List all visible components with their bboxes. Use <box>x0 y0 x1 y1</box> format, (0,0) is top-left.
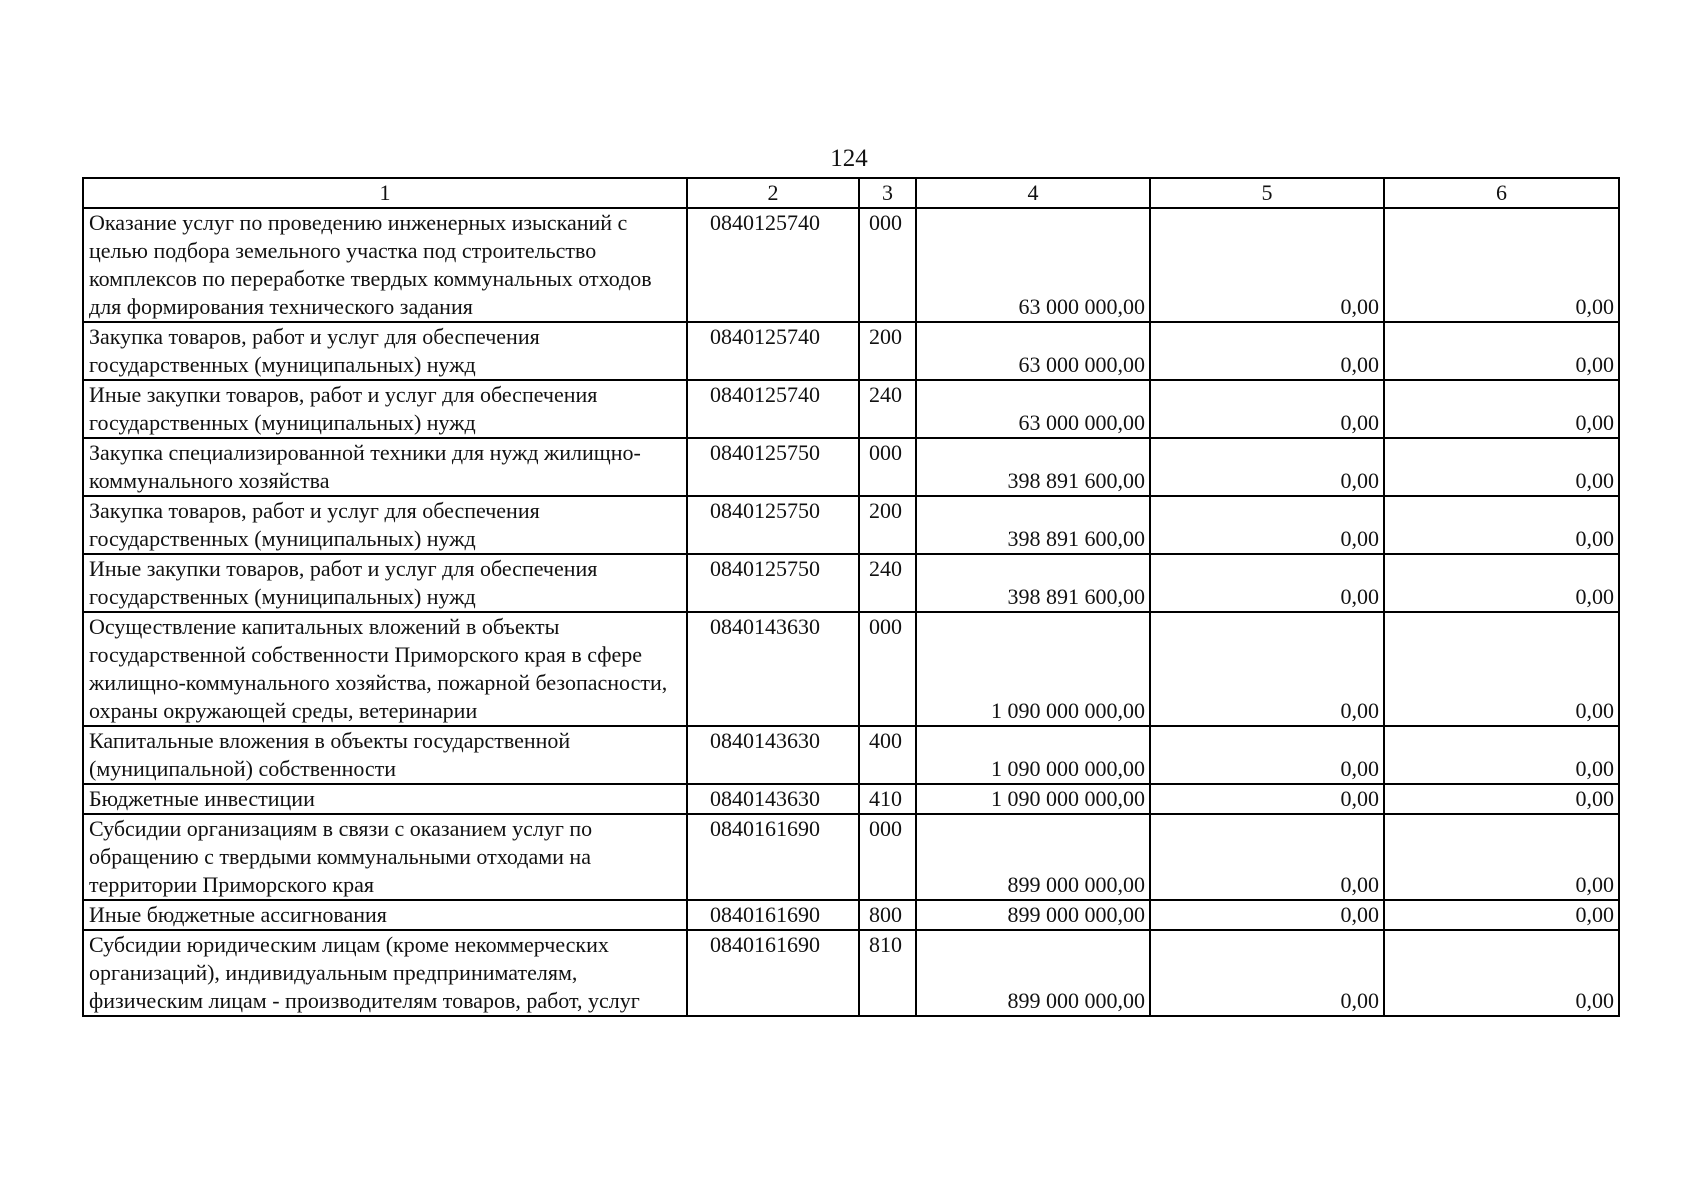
target-article-code-cell: 0840125750 <box>687 554 859 612</box>
page-number: 124 <box>830 145 868 172</box>
target-article-code-cell: 0840125740 <box>687 380 859 438</box>
table-row <box>83 554 1619 612</box>
expense-type-code-cell: 400 <box>859 726 916 784</box>
target-article-code-cell: 0840125740 <box>687 322 859 380</box>
amount-cell-col6: 0,00 <box>1384 208 1619 322</box>
target-article-code-cell: 0840125740 <box>687 208 859 322</box>
table-row <box>83 438 1619 496</box>
amount-cell-col4: 899 000 000,00 <box>916 930 1150 1016</box>
amount-cell-col6: 0,00 <box>1384 900 1619 930</box>
amount-cell-col4: 398 891 600,00 <box>916 496 1150 554</box>
expense-type-code-cell: 240 <box>859 554 916 612</box>
column-number-row <box>83 178 1619 208</box>
expense-type-code-cell: 240 <box>859 380 916 438</box>
amount-cell-col6: 0,00 <box>1384 438 1619 496</box>
amount-cell-col5: 0,00 <box>1150 380 1384 438</box>
row-name-cell: Осуществление капитальных вложений в объекты государственной собственности Приморского края в сфере жилищно-коммунального хозяйства, пожарной безопасности, охраны окружающей среды, ветеринарии <box>83 612 687 726</box>
expense-type-code-cell: 000 <box>859 438 916 496</box>
amount-cell-col6: 0,00 <box>1384 554 1619 612</box>
amount-cell-col4: 63 000 000,00 <box>916 208 1150 322</box>
amount-cell-col6: 0,00 <box>1384 726 1619 784</box>
amount-cell-col4: 63 000 000,00 <box>916 322 1150 380</box>
table-row <box>83 784 1619 814</box>
target-article-code-cell: 0840161690 <box>687 814 859 900</box>
target-article-code-cell: 0840143630 <box>687 784 859 814</box>
row-name-cell: Оказание услуг по проведению инженерных изысканий с целью подбора земельного участка под строительство комплексов по переработке твердых коммунальных отходов для формирования технического задания <box>83 208 687 322</box>
expense-type-code-cell: 800 <box>859 900 916 930</box>
column-header: 4 <box>916 178 1150 208</box>
table-row <box>83 612 1619 726</box>
amount-cell-col4: 1 090 000 000,00 <box>916 726 1150 784</box>
target-article-code-cell: 0840125750 <box>687 496 859 554</box>
amount-cell-col4: 899 000 000,00 <box>916 814 1150 900</box>
column-header: 3 <box>859 178 916 208</box>
column-header: 5 <box>1150 178 1384 208</box>
expense-type-code-cell: 000 <box>859 814 916 900</box>
budget-table <box>82 177 1620 1017</box>
table-row <box>83 814 1619 900</box>
amount-cell-col5: 0,00 <box>1150 438 1384 496</box>
row-name-cell: Закупка товаров, работ и услуг для обеспечения государственных (муниципальных) нужд <box>83 322 687 380</box>
table-row <box>83 900 1619 930</box>
row-name-cell: Бюджетные инвестиции <box>83 784 687 814</box>
amount-cell-col5: 0,00 <box>1150 612 1384 726</box>
amount-cell-col6: 0,00 <box>1384 380 1619 438</box>
row-name-cell: Субсидии юридическим лицам (кроме некоммерческих организаций), индивидуальным предпринимателям, физическим лицам - производителям товаров, работ, услуг <box>83 930 687 1016</box>
amount-cell-col5: 0,00 <box>1150 208 1384 322</box>
amount-cell-col5: 0,00 <box>1150 496 1384 554</box>
target-article-code-cell: 0840143630 <box>687 726 859 784</box>
table-row <box>83 380 1619 438</box>
table-row <box>83 322 1619 380</box>
amount-cell-col5: 0,00 <box>1150 930 1384 1016</box>
amount-cell-col4: 1 090 000 000,00 <box>916 612 1150 726</box>
amount-cell-col5: 0,00 <box>1150 554 1384 612</box>
row-name-cell: Субсидии организациям в связи с оказанием услуг по обращению с твердыми коммунальными отходами на территории Приморского края <box>83 814 687 900</box>
row-name-cell: Закупка товаров, работ и услуг для обеспечения государственных (муниципальных) нужд <box>83 496 687 554</box>
amount-cell-col6: 0,00 <box>1384 496 1619 554</box>
amount-cell-col5: 0,00 <box>1150 322 1384 380</box>
amount-cell-col5: 0,00 <box>1150 814 1384 900</box>
target-article-code-cell: 0840125750 <box>687 438 859 496</box>
column-header: 2 <box>687 178 859 208</box>
row-name-cell: Иные бюджетные ассигнования <box>83 900 687 930</box>
target-article-code-cell: 0840161690 <box>687 900 859 930</box>
amount-cell-col5: 0,00 <box>1150 784 1384 814</box>
amount-cell-col4: 398 891 600,00 <box>916 438 1150 496</box>
row-name-cell: Закупка специализированной техники для нужд жилищно-коммунального хозяйства <box>83 438 687 496</box>
amount-cell-col4: 398 891 600,00 <box>916 554 1150 612</box>
amount-cell-col6: 0,00 <box>1384 322 1619 380</box>
amount-cell-col4: 63 000 000,00 <box>916 380 1150 438</box>
amount-cell-col6: 0,00 <box>1384 930 1619 1016</box>
table-row <box>83 208 1619 322</box>
column-header: 6 <box>1384 178 1619 208</box>
row-name-cell: Иные закупки товаров, работ и услуг для обеспечения государственных (муниципальных) нужд <box>83 554 687 612</box>
column-header: 1 <box>83 178 687 208</box>
amount-cell-col4: 899 000 000,00 <box>916 900 1150 930</box>
amount-cell-col6: 0,00 <box>1384 814 1619 900</box>
expense-type-code-cell: 200 <box>859 322 916 380</box>
expense-type-code-cell: 810 <box>859 930 916 1016</box>
table-row <box>83 930 1619 1016</box>
table-row <box>83 496 1619 554</box>
expense-type-code-cell: 000 <box>859 612 916 726</box>
expense-type-code-cell: 410 <box>859 784 916 814</box>
amount-cell-col6: 0,00 <box>1384 784 1619 814</box>
row-name-cell: Иные закупки товаров, работ и услуг для обеспечения государственных (муниципальных) нужд <box>83 380 687 438</box>
row-name-cell: Капитальные вложения в объекты государственной (муниципальной) собственности <box>83 726 687 784</box>
amount-cell-col5: 0,00 <box>1150 900 1384 930</box>
amount-cell-col4: 1 090 000 000,00 <box>916 784 1150 814</box>
table-row <box>83 726 1619 784</box>
target-article-code-cell: 0840143630 <box>687 612 859 726</box>
expense-type-code-cell: 000 <box>859 208 916 322</box>
expense-type-code-cell: 200 <box>859 496 916 554</box>
target-article-code-cell: 0840161690 <box>687 930 859 1016</box>
amount-cell-col5: 0,00 <box>1150 726 1384 784</box>
amount-cell-col6: 0,00 <box>1384 612 1619 726</box>
